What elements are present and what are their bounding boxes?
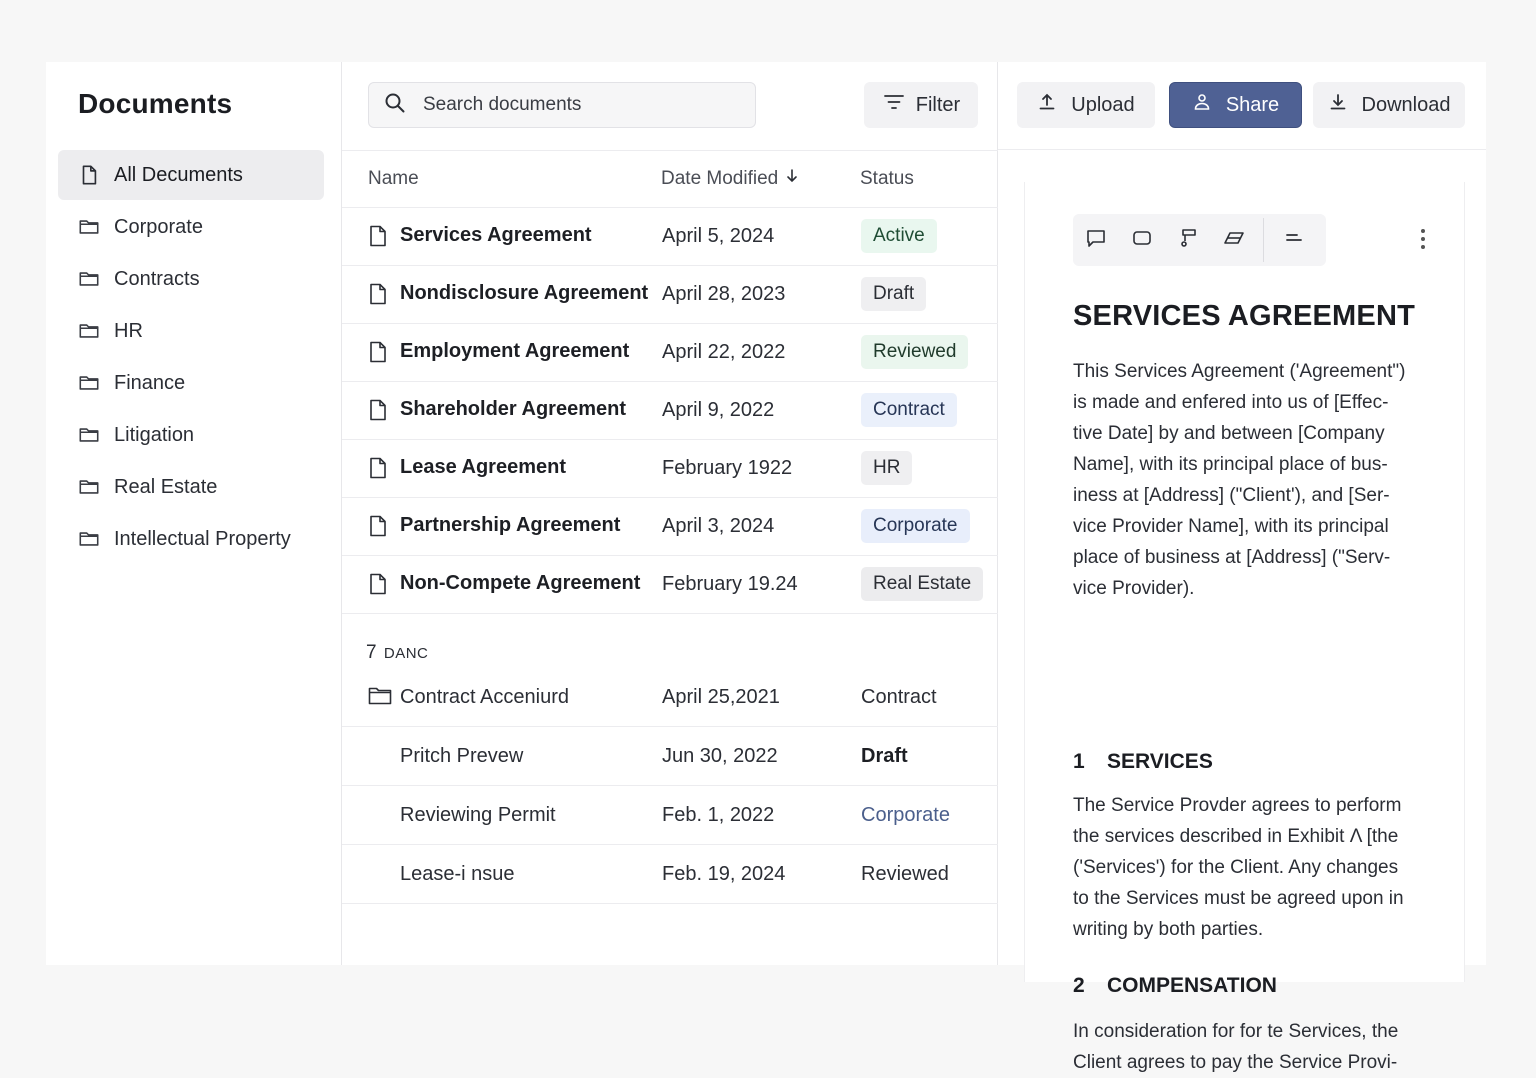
document-list-pane — [342, 62, 998, 965]
sidebar-item-label: Contracts — [114, 267, 200, 290]
text-line: Name], with its principal place of bus- — [1073, 454, 1388, 475]
action-bar — [998, 62, 1486, 150]
share-button[interactable] — [1169, 82, 1302, 128]
sidebar-item-label: Litigation — [114, 423, 195, 446]
status-badge: HR — [861, 451, 912, 485]
section-number: 1 — [1073, 750, 1085, 773]
download-icon — [1328, 92, 1362, 118]
document-name: Shareholder Agreement — [400, 398, 626, 420]
document-icon — [368, 341, 388, 363]
section-title: COMPENSATION — [1107, 974, 1277, 997]
text-line: tive Date] by and between [Company — [1073, 423, 1385, 444]
document-icon — [368, 283, 388, 305]
group-count: 7 — [366, 642, 377, 663]
date-modified: April 25,2021 — [662, 686, 780, 708]
sidebar-item-litigation[interactable] — [58, 410, 324, 460]
document-name: Services Agreement — [400, 224, 592, 246]
document-name: Reviewing Permit — [400, 804, 556, 826]
status-text: Reviewed — [861, 863, 949, 885]
sort-descending-icon — [778, 168, 800, 190]
section-heading-compensation — [1073, 974, 1277, 998]
status-badge: Reviewed — [861, 335, 968, 369]
folder-icon — [78, 268, 100, 290]
document-icon — [368, 573, 388, 595]
share-icon — [1192, 92, 1226, 118]
share-label: Share — [1225, 93, 1280, 116]
text-line: vice Provider). — [1073, 578, 1195, 599]
document-name: Employment Agreement — [400, 340, 630, 362]
more-vertical-icon — [1420, 227, 1426, 256]
text-line: writing by both parties. — [1073, 919, 1264, 940]
column-header-name[interactable]: Name — [368, 168, 419, 189]
search-input[interactable] — [423, 94, 743, 116]
document-name: Pritch Prevew — [400, 745, 524, 767]
column-header-date-label: Date Modified — [661, 168, 779, 189]
table-row[interactable] — [342, 498, 998, 556]
folder-icon — [78, 216, 100, 238]
status-badge: Contract — [861, 393, 957, 427]
status-text: Draft — [861, 745, 908, 767]
table-row[interactable] — [342, 440, 998, 498]
date-modified: February 19.24 — [662, 573, 798, 595]
align-icon — [1281, 226, 1305, 255]
section-heading-services — [1073, 750, 1213, 774]
text-line: to the Services must be agreed upon in — [1073, 888, 1404, 909]
upload-icon — [1037, 92, 1071, 118]
shape-tool-button[interactable] — [1119, 214, 1165, 266]
table-row[interactable] — [342, 266, 998, 324]
date-modified: Feb. 1, 2022 — [662, 804, 775, 826]
filter-icon — [882, 90, 916, 120]
highlighter-icon — [1176, 226, 1200, 255]
sidebar-item-label: All Decuments — [114, 163, 243, 186]
sidebar-item-label: Corporate — [114, 215, 203, 238]
section-title: SERVICES — [1107, 750, 1213, 773]
group-label — [366, 642, 428, 664]
toolbar-divider — [1263, 218, 1264, 262]
date-modified: April 9, 2022 — [662, 399, 775, 421]
comment-tool-button[interactable] — [1073, 214, 1119, 266]
table-row[interactable] — [342, 556, 998, 614]
date-modified: April 5, 2024 — [662, 225, 775, 247]
annotation-toolbar — [1073, 214, 1326, 266]
document-name: Non-Compete Agreement — [400, 572, 641, 594]
eraser-tool-button[interactable] — [1211, 214, 1257, 266]
document-icon — [368, 457, 388, 479]
table-row[interactable] — [342, 668, 998, 727]
folder-icon — [78, 424, 100, 446]
column-header-status[interactable]: Status — [860, 168, 914, 189]
preview-pane — [998, 62, 1486, 1073]
folder-icon — [368, 685, 392, 707]
rectangle-icon — [1130, 226, 1154, 255]
section-number: 2 — [1073, 974, 1085, 997]
text-align-button[interactable] — [1270, 214, 1316, 266]
filter-button[interactable] — [864, 82, 978, 128]
date-modified: February 1922 — [662, 457, 793, 479]
text-line: is made and enfered into us of [Effec- — [1073, 392, 1389, 413]
filter-label: Filter — [915, 93, 961, 116]
date-modified: Jun 30, 2022 — [662, 745, 778, 767]
group-name: DANC — [383, 645, 429, 662]
text-line: In consideration for for te Services, the — [1073, 1021, 1399, 1042]
folder-icon — [78, 528, 100, 550]
document-rows — [342, 208, 998, 614]
sidebar-item-real-estate[interactable] — [58, 462, 324, 512]
secondary-document-rows — [342, 668, 998, 904]
table-header — [342, 150, 998, 208]
text-line: Client agrees to pay the Service Provi- — [1073, 1052, 1398, 1073]
highlight-tool-button[interactable] — [1165, 214, 1211, 266]
upload-label: Upload — [1071, 93, 1135, 116]
services-paragraph — [1073, 790, 1435, 945]
date-modified: Feb. 19, 2024 — [662, 863, 786, 885]
table-row[interactable] — [342, 382, 998, 440]
document-name: Partnership Agreement — [400, 514, 621, 536]
table-row[interactable] — [342, 727, 998, 786]
text-line: The Service Provder agrees to perform — [1073, 795, 1402, 816]
date-modified: April 28, 2023 — [662, 283, 786, 305]
document-icon — [78, 164, 100, 186]
document-name: Nondisclosure Agreement — [400, 282, 649, 304]
sidebar-item-label: Intellectual Property — [114, 527, 291, 550]
date-modified: April 22, 2022 — [662, 341, 786, 363]
eraser-icon — [1222, 226, 1246, 255]
sidebar-title: Documents — [78, 88, 233, 119]
text-line: ('Services') for the Client. Any changes — [1073, 857, 1399, 878]
sidebar-item-label: Finance — [114, 371, 186, 394]
download-button[interactable] — [1313, 82, 1465, 128]
sidebar-nav — [58, 150, 324, 566]
sidebar-item-label: HR — [114, 319, 143, 342]
text-line: place of business at [Address] ("Serv- — [1073, 547, 1391, 568]
intro-paragraph — [1073, 356, 1435, 604]
document-icon — [368, 225, 388, 247]
text-line: the services described in Exhibit Λ [the — [1073, 826, 1399, 847]
status-badge: Corporate — [861, 509, 970, 543]
sidebar-item-hr[interactable] — [58, 306, 324, 356]
text-line: This Services Agreement ('Agreement") — [1073, 361, 1406, 382]
table-row[interactable] — [342, 208, 998, 266]
text-line: vice Provider Name], with its principal — [1073, 516, 1389, 537]
folder-icon — [78, 320, 100, 342]
sidebar-item-intellectual-property[interactable] — [58, 514, 324, 564]
download-label: Download — [1361, 93, 1451, 116]
document-icon — [368, 515, 388, 537]
column-header-date-modified[interactable] — [661, 168, 800, 190]
text-line: iness at [Address] ("Client'), and [Ser- — [1073, 485, 1390, 506]
sidebar-item-label: Real Estate — [114, 475, 218, 498]
more-options-button[interactable] — [1415, 226, 1431, 256]
table-row[interactable] — [342, 845, 998, 904]
comment-icon — [1084, 226, 1108, 255]
search-icon — [383, 91, 407, 120]
sidebar — [46, 62, 342, 965]
table-row[interactable] — [342, 324, 998, 382]
sidebar-item-finance[interactable] — [58, 358, 324, 408]
status-text: Contract — [861, 686, 937, 708]
folder-icon — [78, 476, 100, 498]
table-row[interactable] — [342, 786, 998, 845]
status-badge: Active — [861, 219, 937, 253]
document-name: Contract Acceniurd — [400, 686, 569, 708]
status-badge: Real Estate — [861, 567, 983, 601]
sidebar-item-all-documents[interactable] — [58, 150, 324, 200]
status-text: Corporate — [861, 804, 950, 826]
document-icon — [368, 399, 388, 421]
status-badge: Draft — [861, 277, 926, 311]
document-title: SERVICES AGREEMENT — [1073, 300, 1415, 332]
sidebar-item-contracts[interactable] — [58, 254, 324, 304]
folder-icon — [78, 372, 100, 394]
upload-button[interactable] — [1017, 82, 1155, 128]
document-name: Lease Agreement — [400, 456, 566, 478]
sidebar-item-corporate[interactable] — [58, 202, 324, 252]
document-manager-window — [46, 62, 1486, 1073]
search-box — [368, 82, 756, 128]
document-preview — [1024, 182, 1465, 1073]
date-modified: April 3, 2024 — [662, 515, 775, 537]
compensation-paragraph — [1073, 1016, 1435, 1078]
document-name: Lease-i nsue — [400, 863, 515, 885]
